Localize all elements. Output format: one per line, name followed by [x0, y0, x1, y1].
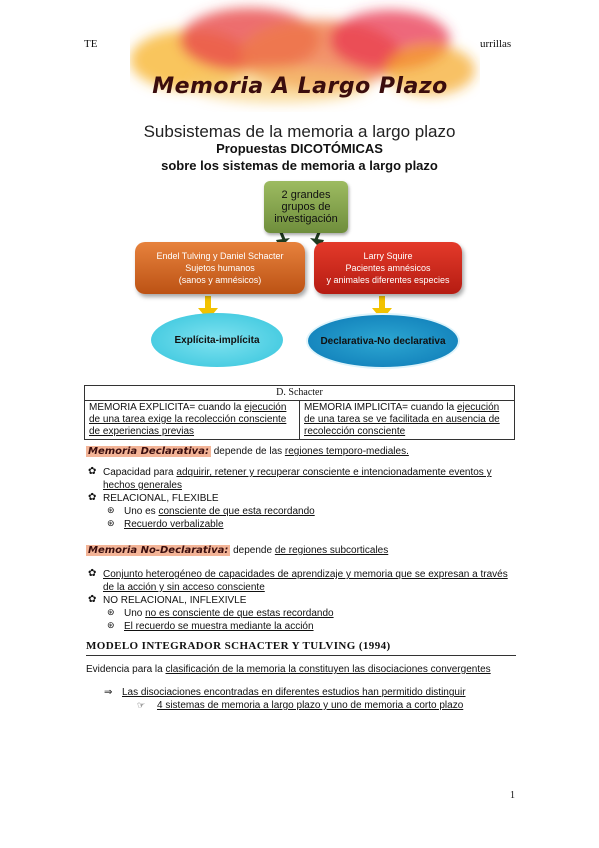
declarativa-bullet-2: RELACIONAL, FLEXIBLE — [103, 493, 219, 504]
tulving-schacter-line-1: Endel Tulving y Daniel Schacter — [156, 251, 284, 261]
declarativa-sub-1 — [124, 505, 315, 518]
bullet-icon: ✿ — [88, 568, 97, 579]
bullet-icon: ✿ — [88, 492, 97, 503]
bullet-icon: ✿ — [88, 594, 97, 605]
declarativa-bullet-1-text: adquirir, retener y recuperar consciente e intencionadamente eventos y hechos generales — [103, 467, 492, 491]
banner-title: Memoria A Largo Plazo — [152, 74, 448, 99]
schacter-table — [84, 385, 515, 440]
squire-line-1: Larry Squire — [363, 251, 413, 261]
tulving-schacter-box — [135, 242, 305, 294]
implicit-memory-definition: ejecución de una tarea se ve facilitada en ausencia de recolección consciente — [304, 402, 500, 437]
no-declarativa-desc: de regiones subcorticales — [274, 545, 389, 556]
research-groups-line-1: 2 grandes — [281, 189, 331, 201]
declarativa-sub-1-text: consciente de que esta recordando — [158, 506, 315, 517]
page-number: 1 — [510, 790, 515, 801]
sub-bullet-icon: ⊛ — [107, 505, 115, 515]
tulving-schacter-line-2: Sujetos humanos — [185, 263, 255, 273]
sub-bullet-icon: ⊛ — [107, 518, 115, 528]
explicit-memory-definition: ejecución de una tarea exige la recolección consciente de experiencias previas — [89, 402, 287, 437]
research-groups-line-3: investigación — [274, 213, 338, 225]
evidence-prefix: Evidencia para la — [86, 664, 166, 675]
dissociations-line: Las disociaciones encontradas en diferentes estudios han permitido distinguir — [122, 687, 466, 698]
schacter-table-header: D. Schacter — [85, 386, 515, 401]
heading-rule — [86, 655, 516, 656]
no-declarativa-desc-prefix: depende — [230, 545, 275, 556]
section-subtitle: Subsistemas de la memoria a largo plazo — [143, 122, 456, 141]
no-declarativa-sub-1-prefix: Uno — [124, 608, 146, 619]
declarativa-bullet-1-prefix: Capacidad para — [103, 467, 177, 478]
declarative-nondeclarative-ellipse: Declarativa-No declarativa — [306, 313, 460, 369]
implicit-memory-prefix: MEMORIA IMPLICITA= cuando la — [304, 402, 457, 413]
proposals-line-1: Propuestas DICOTÓMICAS — [216, 141, 383, 156]
explicit-memory-prefix: MEMORIA EXPLICITA= cuando la — [89, 402, 245, 413]
declarativa-sub-2: Recuerdo verbalizable — [124, 519, 224, 530]
declarativa-bullet-1 — [103, 466, 513, 492]
declarativa-title: Memoria Declarativa: — [88, 446, 209, 457]
header-right-text: urrillas — [480, 38, 512, 50]
no-declarativa-sub-1-text: no es consciente de que estas recordando — [145, 608, 334, 619]
no-declarativa-bullet-1: Conjunto heterogéneo de capacidades de aprendizaje y memoria que se expresan a través de la acción y sin acceso consciente — [103, 569, 508, 593]
squire-line-3: y animales diferentes especies — [326, 275, 450, 285]
declarativa-desc: regiones temporo-mediales. — [284, 446, 409, 457]
sub-bullet-icon: ⊛ — [107, 607, 115, 617]
squire-box — [314, 242, 462, 294]
evidence-line — [86, 663, 491, 676]
explicit-implicit-ellipse: Explícita-implícita — [151, 313, 283, 367]
systems-line: 4 sistemas de memoria a largo plazo y uno de memoria a corto plazo — [157, 700, 464, 711]
implicit-memory-cell — [300, 401, 515, 440]
tulving-schacter-line-3: (sanos y amnésicos) — [178, 275, 262, 285]
header-left-text: TE — [84, 38, 98, 50]
no-declarativa-title: Memoria No-Declarativa: — [88, 545, 229, 556]
explicit-memory-cell — [85, 401, 300, 440]
squire-line-2: Pacientes amnésicos — [345, 263, 431, 273]
right-arrow-icon: ⇒ — [104, 687, 113, 698]
declarativa-sub-1-prefix: Uno es — [124, 506, 159, 517]
pointing-hand-icon: ☞ — [137, 700, 146, 710]
bullet-icon: ✿ — [88, 466, 97, 477]
research-groups-box — [264, 181, 348, 233]
modelo-heading: MODELO INTEGRADOR SCHACTER Y TULVING (1994) — [86, 640, 391, 652]
sub-bullet-icon: ⊛ — [107, 620, 115, 630]
research-groups-line-2: grupos de — [281, 201, 331, 213]
no-declarativa-sub-2: El recuerdo se muestra mediante la acción — [124, 621, 314, 632]
declarativa-heading-line — [86, 445, 409, 458]
no-declarativa-heading-line — [86, 544, 388, 557]
evidence-text: clasificación de la memoria la constituyen las disociaciones convergentes — [165, 664, 491, 675]
no-declarativa-bullet-2: NO RELACIONAL, INFLEXIVLE — [103, 595, 247, 606]
proposals-line-2: sobre los sistemas de memoria a largo plazo — [161, 158, 438, 173]
no-declarativa-sub-1 — [124, 607, 334, 620]
declarativa-desc-prefix: depende de las — [210, 446, 285, 457]
